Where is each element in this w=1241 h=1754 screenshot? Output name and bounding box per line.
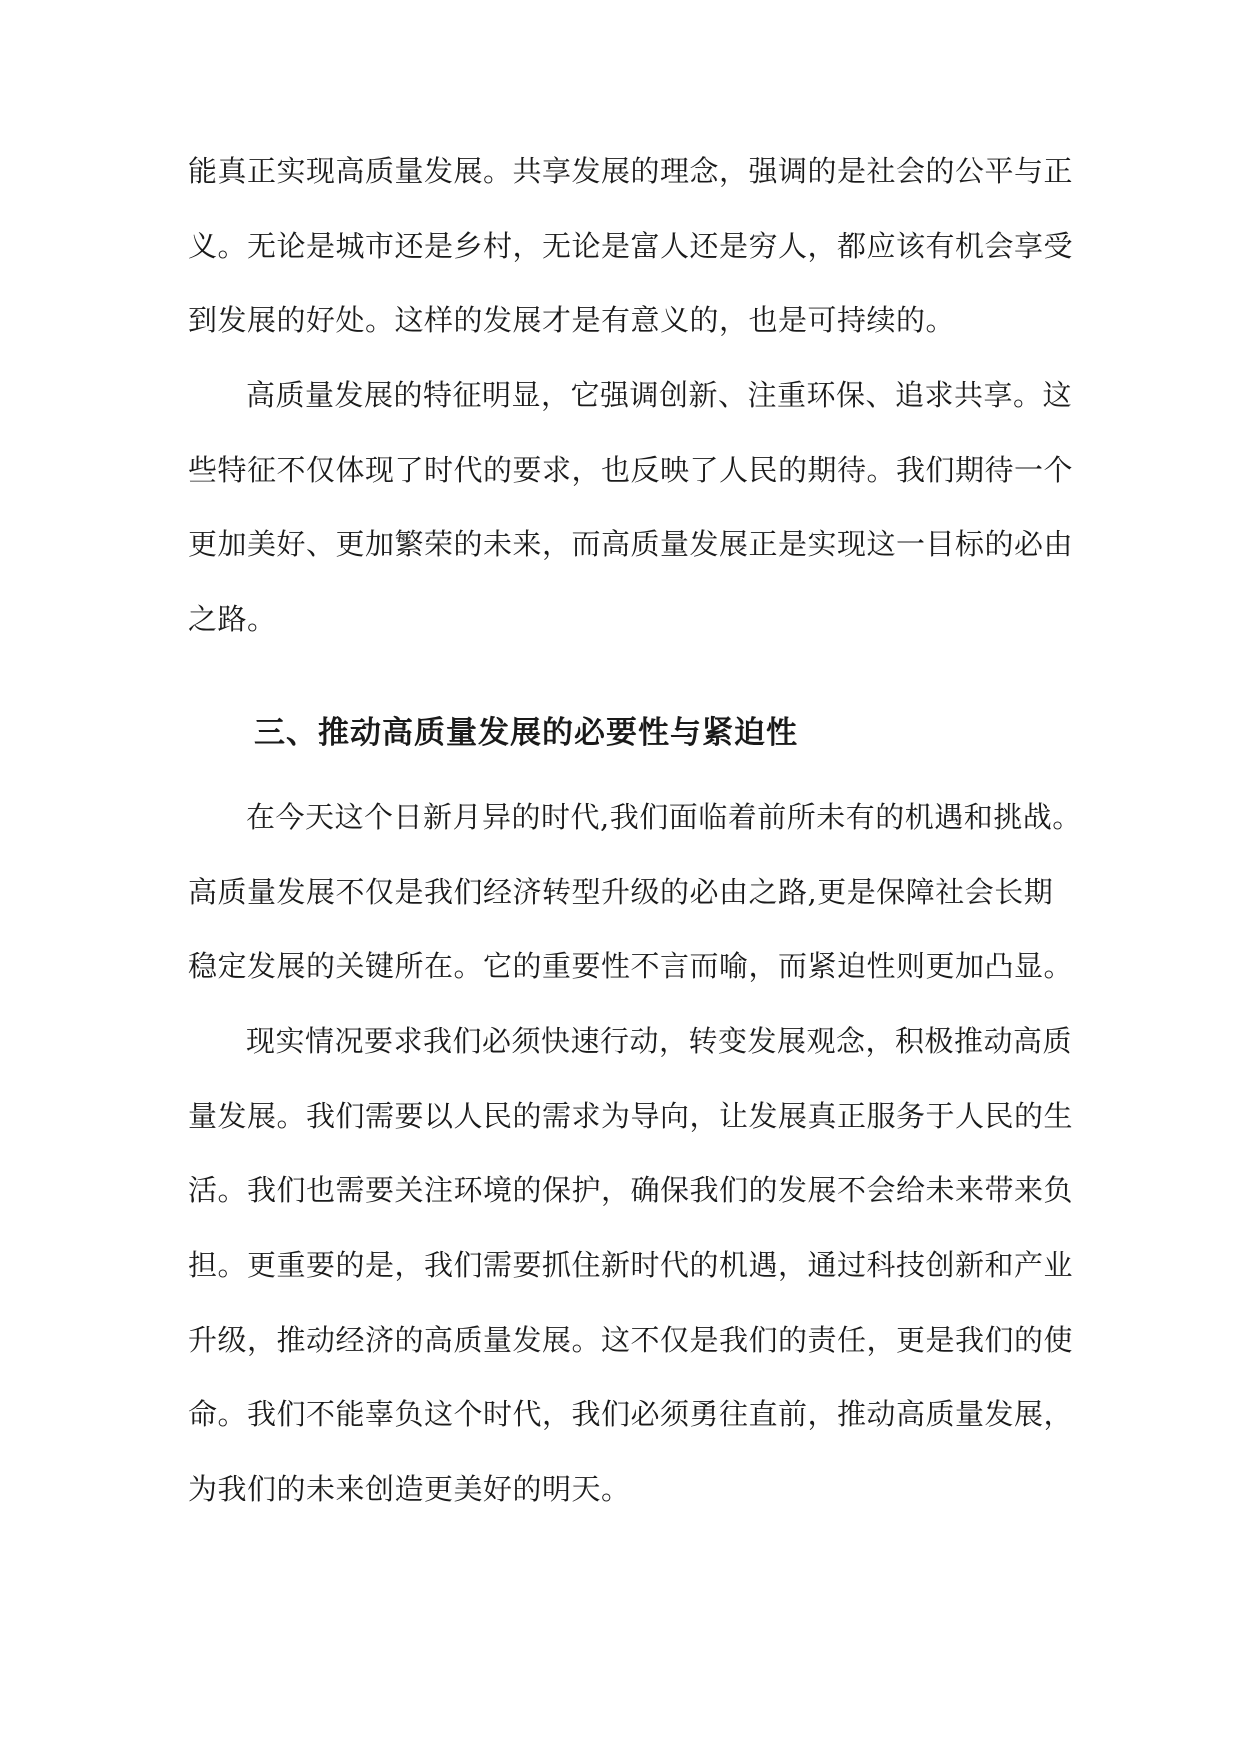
paragraph-line: 量发展。我们需要以人民的需求为导向，让发展真正服务于人民的生 xyxy=(188,1099,1074,1133)
paragraph-line: 些特征不仅体现了时代的要求，也反映了人民的期待。我们期待一个 xyxy=(188,453,1074,487)
paragraph-line: 之路。 xyxy=(188,602,277,636)
paragraph-line: 更加美好、更加繁荣的未来，而高质量发展正是实现这一目标的必由 xyxy=(188,527,1074,561)
paragraph-line: 在今天这个日新月异的时代,我们面临着前所未有的机遇和挑战。 xyxy=(246,800,1082,834)
paragraph-line: 义。无论是城市还是乡村，无论是富人还是穷人，都应该有机会享受 xyxy=(188,229,1074,263)
paragraph-line: 到发展的好处。这样的发展才是有意义的，也是可持续的。 xyxy=(188,303,956,337)
paragraph-line: 活。我们也需要关注环境的保护，确保我们的发展不会给未来带来负 xyxy=(188,1173,1074,1207)
paragraph-line: 担。更重要的是，我们需要抓住新时代的机遇，通过科技创新和产业 xyxy=(188,1248,1074,1282)
paragraph-line: 高质量发展不仅是我们经济转型升级的必由之路,更是保障社会长期 xyxy=(188,875,1054,909)
section-heading: 三、推动高质量发展的必要性与紧迫性 xyxy=(254,715,798,751)
paragraph-line: 升级，推动经济的高质量发展。这不仅是我们的责任，更是我们的使 xyxy=(188,1323,1074,1357)
paragraph-line: 现实情况要求我们必须快速行动，转变发展观念，积极推动高质 xyxy=(246,1024,1073,1058)
paragraph-line: 高质量发展的特征明显，它强调创新、注重环保、追求共享。这 xyxy=(246,378,1073,412)
paragraph-line: 为我们的未来创造更美好的明天。 xyxy=(188,1472,631,1506)
paragraph-line: 命。我们不能辜负这个时代，我们必须勇往直前，推动高质量发展， xyxy=(188,1397,1074,1431)
paragraph-line: 稳定发展的关键所在。它的重要性不言而喻，而紧迫性则更加凸显。 xyxy=(188,949,1074,983)
paragraph-line: 能真正实现高质量发展。共享发展的理念，强调的是社会的公平与正 xyxy=(188,154,1074,188)
